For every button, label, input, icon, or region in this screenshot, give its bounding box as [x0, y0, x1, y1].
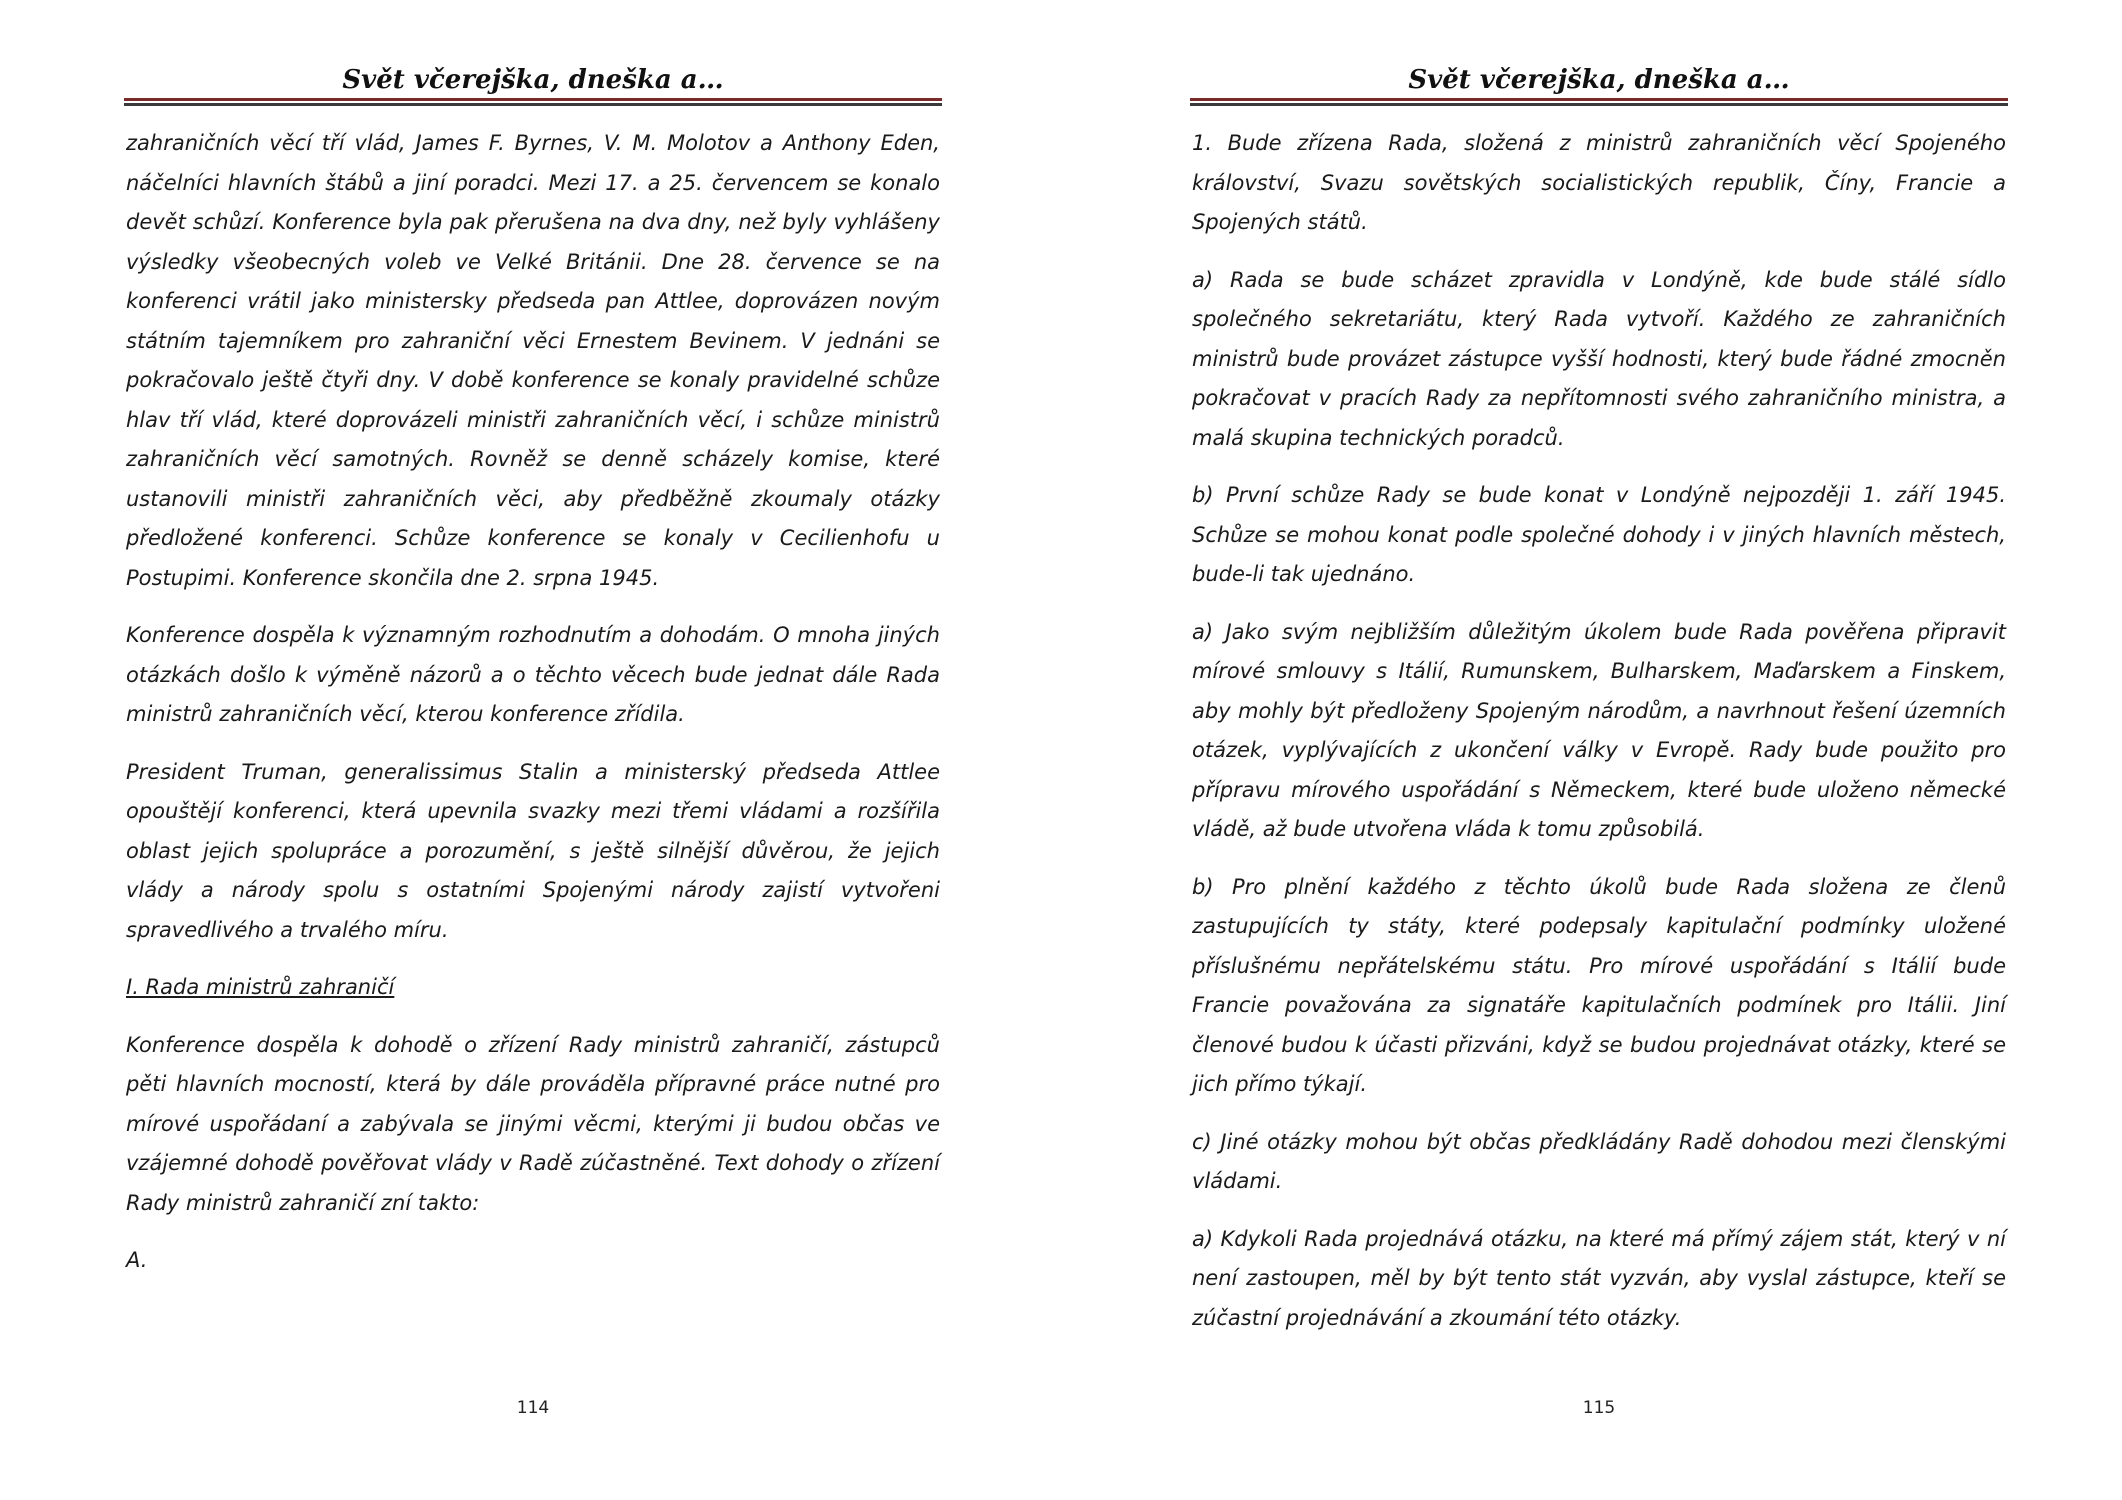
right-page: [1190, 0, 2008, 1500]
paragraph: b) Pro plnění každého z těchto úkolů bude Rada složena ze členů zastupujících ty státy, které podepsaly kapitulační podmínky uložené příslušnému nepřátelskému státu. Pro mírové uspořádání s Itálií bude Francie považována za signatáře kapitulačních podmínek pro Itálii. Jiní členové budou k účasti přizváni, když se budou projednávat otázky, které se jich přímo týkají.: [1192, 874, 2006, 1096]
paragraph: A.: [126, 1248, 148, 1272]
paragraph: Konference dospěla k významným rozhodnutím a dohodám. O mnoha jiných otázkách došlo k výměně názorů a o těchto věcech bude jednat dále Rada ministrů zahraničních věcí, kterou konference zřídila.: [126, 623, 940, 726]
paragraph: 1. Bude zřízena Rada, složená z ministrů zahraničních věcí Spojeného království, Svazu sovětských socialistických republik, Číny, Francie a Spojených států.: [1192, 131, 2006, 234]
paragraph: zahraničních věcí tří vlád, James F. Byrnes, V. M. Molotov a Anthony Eden, náčelníci hlavních štábů a jiní poradci. Mezi 17. a 25. červencem se konalo devět schůzí. Konference byla pak přerušena na dva dny, než byly vyhlášeny výsledky všeobecných voleb ve Velké Británii. Dne 28. července se na konferenci vrátil jako ministersky předseda pan Attlee, doprovázen novým státním tajemníkem pro zahraniční věci Ernestem Bevinem. V jednáni se pokračovalo ještě čtyři dny. V době konference se konaly pravidelné schůze hlav tří vlád, které doprovázeli ministři zahraničních věcí, i schůze ministrů zahraničních věcí samotných. Rovněž se denně scházely komise, které ustanovili ministři zahraničních věci, aby předběžně zkoumaly otázky předložené konferenci. Schůze konference se konaly v Cecilienhofu u Postupimi. Konference skončila dne 2. srpna 1945.: [126, 131, 940, 590]
running-header: Svět včerejška, dneška a…: [342, 65, 724, 95]
paragraph: Konference dospěla k dohodě o zřízení Rady ministrů zahraničí, zástupců pěti hlavních mocností, která by dále prováděla přípravné práce nutné pro mírové uspořádaní a zabývala se jinými věcmi, kterými ji budou občas ve vzájemné dohodě pověřovat vlády v Radě zúčastněné. Text dohody o zřízení Rady ministrů zahraničí zní takto:: [126, 1032, 940, 1215]
header-rule: [1190, 98, 2008, 106]
paragraph: President Truman, generalissimus Stalin a ministerský předseda Attlee opouštějí konferenci, která upevnila svazky mezi třemi vládami a rozšířila oblast jejich spolupráce a porozumění, s ještě silnější důvěrou, že jejich vlády a národy spolu s ostatními Spojenými národy zajistí vytvořeni spravedlivého a trvalého míru.: [126, 759, 940, 942]
section-heading: I. Rada ministrů zahraničí: [126, 975, 395, 999]
paragraph: c) Jiné otázky mohou být občas předkládány Radě dohodou mezi členskými vládami.: [1192, 1129, 2006, 1193]
running-header: Svět včerejška, dneška a…: [1408, 65, 1790, 95]
paragraph: a) Jako svým nejbližším důležitým úkolem bude Rada pověřena připravit mírové smlouvy s Itálií, Rumunskem, Bulharskem, Maďarskem a Finskem, aby mohly být předloženy Spojeným národům, a navrhnout řešení územních otázek, vyplývajících z ukončení války v Evropě. Rady bude použito pro přípravu mírového uspořádání s Německem, které bude uloženo německé vládě, až bude utvořena vláda k tomu způsobilá.: [1192, 619, 2006, 841]
page-number: 114: [516, 1398, 550, 1418]
header-rule: [124, 98, 942, 106]
page-number: 115: [1582, 1398, 1616, 1418]
page-body: [1192, 124, 2006, 1356]
left-page: [124, 0, 942, 1500]
page-body: [126, 124, 940, 1299]
paragraph: a) Kdykoli Rada projednává otázku, na které má přímý zájem stát, který v ní není zastoupen, měl by být tento stát vyzván, aby vyslal zástupce, kteří se zúčastní projednávání a zkoumání této otázky.: [1192, 1226, 2006, 1330]
paragraph: b) První schůze Rady se bude konat v Londýně nejpozději 1. září 1945. Schůze se mohou konat podle společné dohody i v jiných hlavních městech, bude-li tak ujednáno.: [1192, 483, 2006, 586]
paragraph: a) Rada se bude scházet zpravidla v Londýně, kde bude stálé sídlo společného sekretariátu, který Rada vytvoří. Každého ze zahraničních ministrů bude provázet zástupce vyšší hodnosti, který bude řádné zmocněn pokračovat v pracích Rady za nepřítomnosti svého zahraničního ministra, a malá skupina technických poradců.: [1192, 267, 2006, 450]
